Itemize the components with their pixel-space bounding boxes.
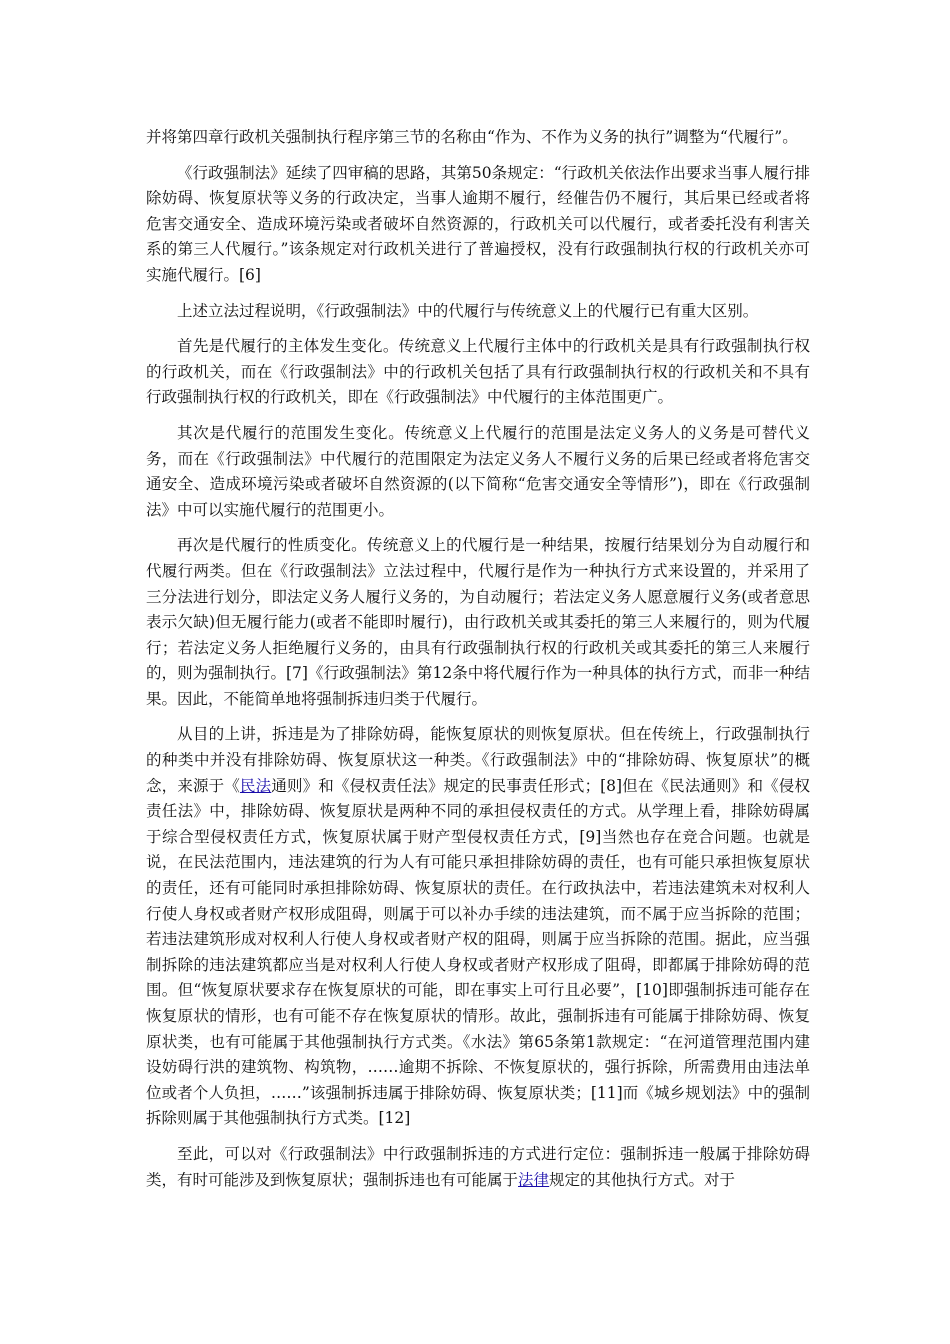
paragraph-0: [146, 125, 810, 151]
paragraph-text: 《行政强制法》延续了四审稿的思路，其第50条规定：“行政机关依法作出要求当事人履行排除妨碍、恢复原状等义务的行政决定，当事人逾期不履行，经催告仍不履行，其后果已经或者将危害交通安全、造成环境污染或者破坏自然资源的，行政机关可以代履行，或者委托没有利害关系的第三人代履行。”该条规定对行政机关进行了普遍授权，没有行政强制执行权的行政机关亦可实施代履行。[6]: [146, 163, 810, 284]
paragraph-text: 其次是代履行的范围发生变化。传统意义上代履行的范围是法定义务人的义务是可替代义务，而在《行政强制法》中代履行的范围限定为法定义务人不履行义务的后果已经或者将危害交通安全、造成环境污染或者破坏自然资源的(以下简称“危害交通安全等情形”)，即在《行政强制法》中可以实施代履行的范围更小。: [146, 423, 810, 519]
paragraph-4: [146, 421, 810, 523]
paragraph-text: 规定的其他执行方式。对于: [549, 1170, 736, 1189]
paragraph-text: 首先是代履行的主体发生变化。传统意义上代履行主体中的行政机关是具有行政强制执行权的行政机关，而在《行政强制法》中的行政机关包括了具有行政强制执行权的行政机关和不具有行政强制执行权的行政机关，即在《行政强制法》中代履行的主体范围更广。: [146, 337, 810, 407]
paragraph-6: [146, 722, 810, 1132]
paragraph-text: 通则》和《侵权责任法》规定的民事责任形式；[8]但在《民法通则》和《侵权责任法》中，排除妨碍、恢复原状是两种不同的承担侵权责任的方式。从学理上看，排除妨碍属于综合型侵权责任方式，恢复原状属于财产型侵权责任方式，[9]当然也存在竞合问题。也就是说，在民法范围内，违法建筑的行为人有可能只承担排除妨碍的责任，也有可能只承担恢复原状的责任，还有可能同时承担排除妨碍、恢复原状的责任。在行政执法中，若违法建筑未对权利人行使人身权或者财产权形成阻碍，则属于可以补办手续的违法建筑，而不属于应当拆除的范围；若违法建筑形成对权利人行使人身权或者财产权的阻碍，则属于应当拆除的范围。据此，应当强制拆除的违法建筑都应当是对权利人行使人身权或者财产权形成了阻碍，即都属于排除妨碍的范围。但“恢复原状要求存在恢复原状的可能，即在事实上可行且必要”，[10]即强制拆违可能存在恢复原状的情形，也有可能不存在恢复原状的情形。故此，强制拆违有可能属于排除妨碍、恢复原状类，也有可能属于其他强制执行方式类。《水法》第65条第1款规定：“在河道管理范围内建设妨碍行洪的建筑物、构筑物，……逾期不拆除、不恢复原状的，强行拆除，所需费用由违法单位或者个人负担，……”该强制拆违属于排除妨碍、恢复原状类；[11]而《城乡规划法》中的强制拆除则属于其他强制执行方式类。[12]: [146, 776, 810, 1128]
paragraph-text: 至此，可以对《行政强制法》中行政强制拆违的方式进行定位：强制拆违一般属于排除妨碍类，有时可能涉及到恢复原状；强制拆违也有可能属于: [146, 1144, 810, 1189]
paragraph-2: [146, 299, 810, 325]
link-civil-law[interactable]: 民法: [239, 776, 272, 795]
paragraph-text: 并将第四章行政机关强制执行程序第三节的名称由“作为、不作为义务的执行”调整为“代履行”。: [146, 128, 798, 146]
paragraph-7: [146, 1142, 810, 1193]
document-body: [146, 125, 810, 1203]
paragraph-5: [146, 533, 810, 712]
link-law[interactable]: 法律: [518, 1170, 550, 1189]
paragraph-text: 再次是代履行的性质变化。传统意义上的代履行是一种结果，按履行结果划分为自动履行和代履行两类。但在《行政强制法》立法过程中，代履行是作为一种执行方式来设置的，并采用了三分法进行划分，即法定义务人履行义务的，为自动履行；若法定义务人愿意履行义务(或者意思表示欠缺)但无履行能力(或者不能即时履行)，由行政机关或其委托的第三人来履行的，则为代履行；若法定义务人拒绝履行义务的，由具有行政强制执行权的行政机关或其委托的第三人来履行的，则为强制执行。[7]《行政强制法》第12条中将代履行作为一种具体的执行方式，而非一种结果。因此，不能简单地将强制拆违归类于代履行。: [146, 536, 810, 708]
paragraph-3: [146, 334, 810, 411]
paragraph-text: 从目的上讲，拆违是为了排除妨碍，能恢复原状的则恢复原状。但在传统上，行政强制执行的种类中并没有排除妨碍、恢复原状这一种类。《行政强制法》中的“排除妨碍、恢复原状”的概念，来源于《: [146, 725, 810, 795]
paragraph-1: [146, 161, 810, 289]
paragraph-text: 上述立法过程说明，《行政强制法》中的代履行与传统意义上的代履行已有重大区别。: [177, 301, 759, 320]
